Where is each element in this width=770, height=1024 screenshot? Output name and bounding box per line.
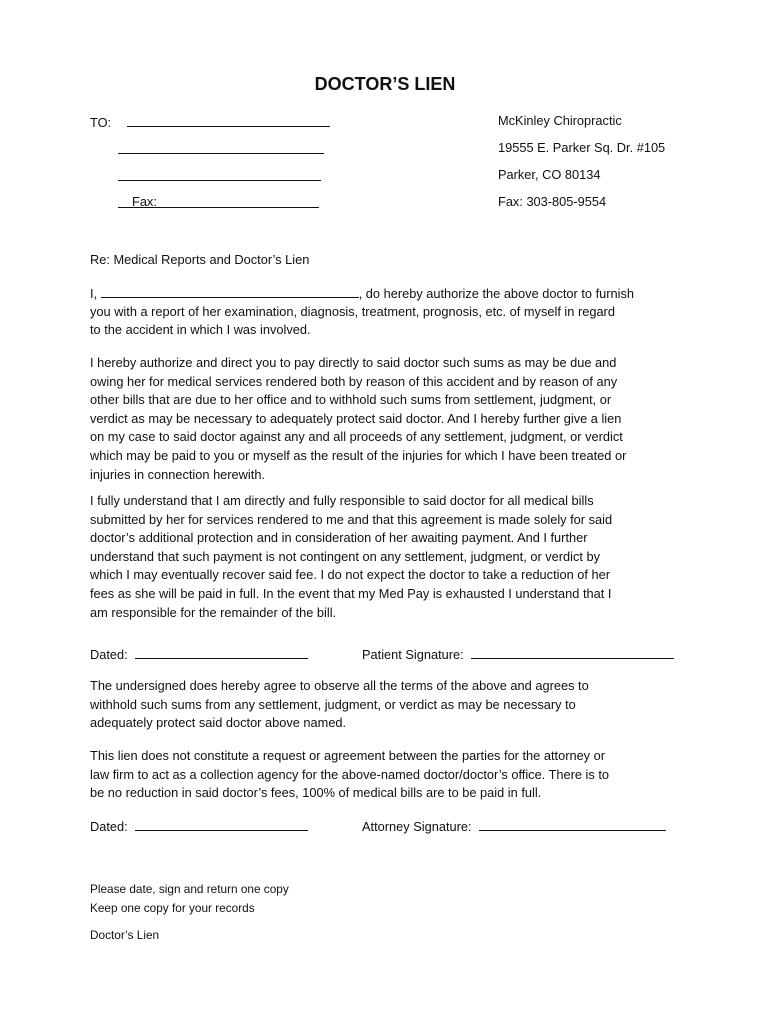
to-city-field[interactable] xyxy=(118,167,321,181)
clinic-name: McKinley Chiropractic xyxy=(498,113,622,128)
para1-prefix: I, xyxy=(90,286,98,301)
attorney-date-field[interactable] xyxy=(135,817,308,831)
para2-line: which may be paid to you or myself as the result of the injuries for which I have been treated or xyxy=(90,447,627,463)
para5-line: law firm to act as a collection agency for the above-named doctor/doctor’s office. There is to xyxy=(90,766,610,782)
para1-suffix: , do hereby authorize the above doctor to furnish xyxy=(358,286,634,301)
lien-disclaimer-paragraph xyxy=(90,747,609,803)
clinic-address: 19555 E. Parker Sq. Dr. #105 xyxy=(498,140,666,155)
clinic-fax: Fax: 303-805-9554 xyxy=(498,194,607,209)
to-fax-field[interactable] xyxy=(118,194,319,208)
para3-line: submitted by her for services rendered to me and that this agreement is made solely for said xyxy=(90,511,613,527)
para2-line: verdict as may be necessary to adequately protect said doctor. And I hereby further give a lien xyxy=(90,410,622,426)
para3-line: I fully understand that I am directly and fully responsible to said doctor for all medical bills xyxy=(90,493,594,508)
attorney-signature-row xyxy=(90,817,308,834)
to-label: TO: xyxy=(90,115,112,130)
to-address-field[interactable] xyxy=(118,140,324,154)
fax-label: Fax: xyxy=(132,194,157,209)
para2-line: injuries in connection herewith. xyxy=(90,466,265,482)
patient-signature-label: Patient Signature: xyxy=(362,647,464,662)
para3-line: am responsible for the remainder of the bill. xyxy=(90,604,337,620)
footer-line: Keep one copy for your records xyxy=(90,900,255,915)
para2-line: other bills that are due to her office and to withhold such sums from settlement, judgment, or xyxy=(90,392,612,408)
para1-line: you with a report of her examination, diagnosis, treatment, prognosis, etc. of myself in regard xyxy=(90,303,615,319)
dated-label: Dated: xyxy=(90,647,128,662)
footer-instructions xyxy=(90,880,289,917)
attorney-signature-label: Attorney Signature: xyxy=(362,819,472,834)
patient-signature-row xyxy=(90,645,308,662)
para3-line: fees as she will be paid in full. In the event that my Med Pay is exhausted I understand that I xyxy=(90,585,612,601)
attorney-agreement-paragraph xyxy=(90,677,589,733)
dated-label: Dated: xyxy=(90,819,128,834)
document-title: DOCTOR’S LIEN xyxy=(314,74,456,94)
patient-signature-field[interactable] xyxy=(471,645,674,659)
patient-name-field[interactable] xyxy=(101,284,359,298)
to-line-1 xyxy=(90,113,330,130)
clinic-city: Parker, CO 80134 xyxy=(498,167,601,182)
para1-line: to the accident in which I was involved. xyxy=(90,322,311,338)
para4-line: withhold such sums from any settlement, judgment, or verdict as may be necessary to xyxy=(90,696,576,712)
footer-line: Please date, sign and return one copy xyxy=(90,882,289,896)
attorney-signature-field[interactable] xyxy=(479,817,666,831)
para2-line: I hereby authorize and direct you to pay directly to said doctor such sums as may be due and xyxy=(90,355,617,370)
patient-date-field[interactable] xyxy=(135,645,308,659)
to-name-field[interactable] xyxy=(127,113,330,127)
para2-line: on my case to said doctor against any and all proceeds of any settlement, judgment, or verdict xyxy=(90,429,623,445)
para3-line: doctor’s additional protection and in consideration of her awaiting payment. And I further xyxy=(90,530,588,546)
para4-line: The undersigned does hereby agree to observe all the terms of the above and agrees to xyxy=(90,678,589,693)
para3-line: understand that such payment is not contingent on any settlement, judgment, or verdict by xyxy=(90,548,601,564)
para5-line: This lien does not constitute a request or agreement between the parties for the attorney or xyxy=(90,748,606,763)
para4-line: adequately protect said doctor above named. xyxy=(90,715,347,731)
footer-doc-name: Doctor’s Lien xyxy=(90,928,160,942)
re-line: Re: Medical Reports and Doctor’s Lien xyxy=(90,252,310,267)
para3-line: which I may eventually recover said fee. I do not expect the doctor to take a reduction of her xyxy=(90,567,610,583)
para2-line: owing her for medical services rendered both by reason of this accident and by reason of any xyxy=(90,373,618,389)
responsibility-paragraph xyxy=(90,492,612,622)
para5-line: be no reduction in said doctor’s fees, 100% of medical bills are to be paid in full. xyxy=(90,785,542,801)
authorization-paragraph xyxy=(90,284,634,340)
payment-direction-paragraph xyxy=(90,354,626,484)
